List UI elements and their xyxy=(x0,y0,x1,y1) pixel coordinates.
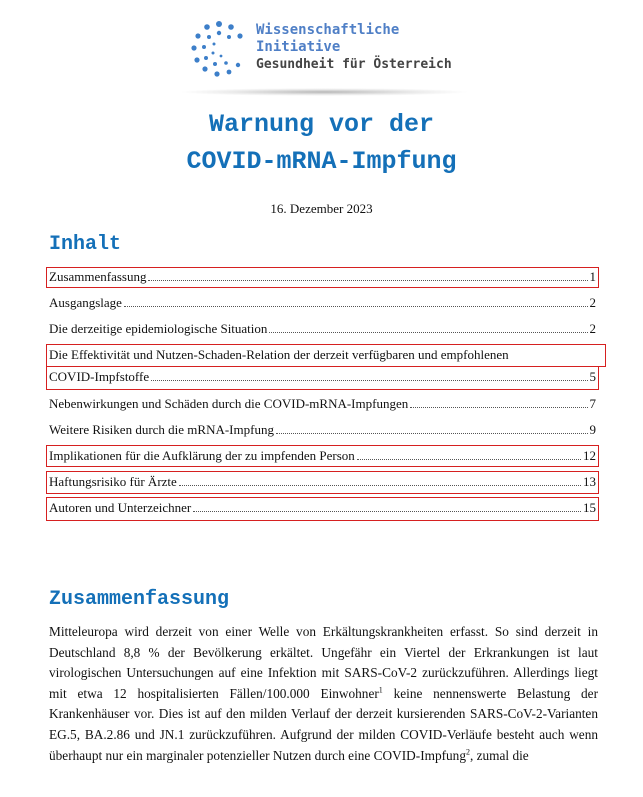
toc-dot-leader xyxy=(410,407,587,408)
footnote-ref-1[interactable]: 1 xyxy=(378,685,383,695)
toc-entry-label: Zusammenfassung xyxy=(49,269,147,284)
toc-entry-page: 13 xyxy=(583,474,596,489)
toc-entry-label: COVID-Impfstoffe xyxy=(49,369,150,384)
toc-entry-page: 15 xyxy=(583,500,596,515)
summary-paragraph xyxy=(49,622,598,766)
logo-line-2: Initiative xyxy=(256,39,341,55)
initiative-logo xyxy=(188,16,468,86)
toc-dot-leader xyxy=(179,485,581,486)
toc-entry-label: Autoren und Unterzeichner xyxy=(49,500,192,515)
logo-line-3: Gesundheit für Österreich xyxy=(256,57,452,72)
document-title-line-1: Warnung vor der xyxy=(208,110,435,139)
summary-text-3: , zumal die xyxy=(469,747,529,763)
toc-entry-ausgangslage[interactable] xyxy=(46,293,599,313)
toc-dot-leader xyxy=(151,380,587,381)
summary-text-2: keine nennenswerte Belastung der Krankenhäuser vor. Dies ist auf den milden Verlauf der derzeit kursierenden SARS-CoV-2-Varianten EG.5, BA.2.86 und JN.1 zurückzuführen. Aufgrund der milden COVID-Verläufe besteht auch wenn überhaupt nur ein marginaler potenzieller Nutzen durch eine COVID-Impfung xyxy=(49,685,598,763)
toc-entry-epidemiologie[interactable] xyxy=(46,319,599,339)
toc-entry-effektivitaet[interactable] xyxy=(46,345,606,365)
toc-dot-leader xyxy=(357,459,581,460)
document-date: 16. Dezember 2023 xyxy=(270,201,373,216)
toc-entry-label: Haftungsrisiko für Ärzte xyxy=(49,474,177,489)
toc-entry-label: Nebenwirkungen und Schäden durch die COVID-mRNA-Impfungen xyxy=(49,396,409,411)
logo-line-1: Wissenschaftliche xyxy=(256,22,400,38)
toc-entry-impfstoffe[interactable] xyxy=(46,367,599,387)
toc-entry-label: Weitere Risiken durch die mRNA-Impfung xyxy=(49,422,274,437)
dots-circle-icon xyxy=(188,18,250,80)
toc-entry-autoren[interactable] xyxy=(46,498,599,518)
document-title-line-2: COVID-mRNA-Impfung xyxy=(186,147,457,176)
toc-entry-label: Die derzeitige epidemiologische Situation xyxy=(49,321,268,336)
toc-entry-page: 1 xyxy=(589,269,596,284)
toc-dot-leader xyxy=(193,511,581,512)
toc-entry-label: Implikationen für die Aufklärung der zu impfenden Person xyxy=(49,448,355,463)
section-heading-zusammenfassung: Zusammenfassung xyxy=(49,588,230,611)
toc-dot-leader xyxy=(276,433,588,434)
toc-entry-page: 2 xyxy=(589,321,596,336)
toc-entry-nebenwirkungen[interactable] xyxy=(46,394,599,414)
footnote-ref-2[interactable]: 2 xyxy=(465,747,470,757)
toc-entry-label: Ausgangslage xyxy=(49,295,122,310)
toc-entry-page: 9 xyxy=(589,422,596,437)
toc-dot-leader xyxy=(148,280,587,281)
logo-shadow-divider xyxy=(178,88,470,96)
toc-entry-page: 5 xyxy=(589,369,596,384)
summary-text-1: Mitteleuropa wird derzeit von einer Welle von Erkältungskrankheiten erfasst. So sind derzeit in Deutschland 8,8 % der Bevölkerung erkältet. Ungefähr ein Viertel der Erkrankungen ist laut virologischen Untersuchungen auf eine Infektion mit SARS-CoV-2 zurückzuführen. Allerdings liegt mit etwa 12 hospitalisierten Fällen/100.000 Einwohner xyxy=(49,624,598,701)
toc-entry-label: Die Effektivität und Nutzen-Schaden-Relation der derzeit verfügbaren und empfohlenen xyxy=(49,347,509,362)
toc-dot-leader xyxy=(269,332,587,333)
toc-entry-haftungsrisiko[interactable] xyxy=(46,472,599,492)
toc-entry-page: 12 xyxy=(583,448,596,463)
toc-entry-risiken[interactable] xyxy=(46,420,599,440)
toc-entry-zusammenfassung[interactable] xyxy=(46,267,599,287)
toc-heading: Inhalt xyxy=(49,233,122,256)
toc-dot-leader xyxy=(124,306,588,307)
toc-entry-page: 7 xyxy=(589,396,596,411)
toc-entry-implikationen[interactable] xyxy=(46,446,599,466)
toc-entry-page: 2 xyxy=(589,295,596,310)
